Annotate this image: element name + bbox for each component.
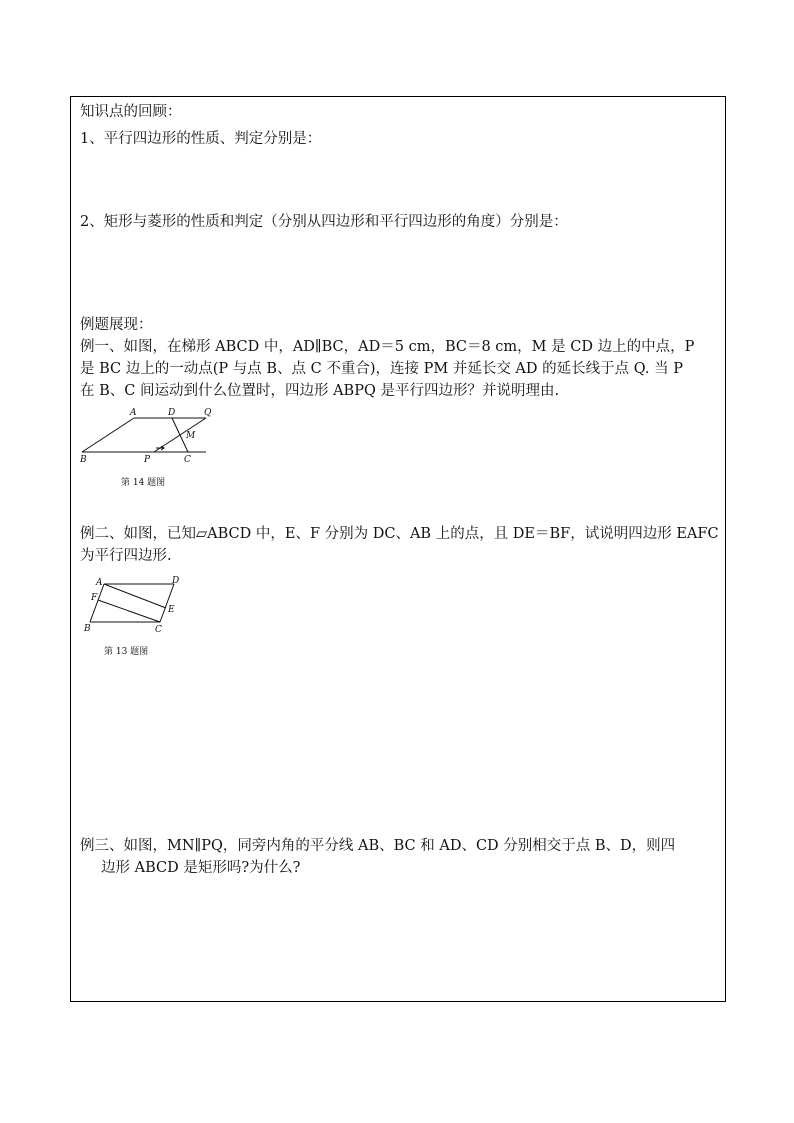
example-2-figure [80, 574, 192, 636]
label-c: C [184, 455, 191, 465]
example-3-line-1: 例三、如图，MN∥PQ，同旁内角的平分线 AB、BC 和 AD、CD 分别相交于点 B、D，则四 [80, 838, 676, 854]
example-1-line-2: 是 BC 边上的一动点(P 与点 B、点 C 不重合)，连接 PM 并延长交 AD 的延长线于点 Q. 当 P [80, 361, 683, 377]
examples-heading: 例题展现： [80, 317, 153, 333]
segment-ab [90, 584, 104, 622]
review-heading: 知识点的回顾： [80, 104, 182, 120]
example-3-line-2: 边形 ABCD 是矩形吗?为什么? [101, 860, 301, 876]
label-f: F [91, 593, 98, 603]
label-q: Q [204, 408, 212, 418]
label-d: D [168, 408, 176, 418]
example-1-line-3: 在 B、C 间运动到什么位置时，四边形 ABPQ 是平行四边形？并说明理由. [80, 383, 560, 399]
label-d: D [172, 576, 180, 586]
segment-dc [160, 584, 174, 622]
label-a: A [96, 578, 103, 588]
example-1-caption: 第 14 题图 [121, 478, 166, 488]
segment-fc [98, 600, 160, 622]
example-2-caption: 第 13 题图 [104, 647, 149, 657]
example-1-line-1: 例一、如图，在梯形 ABCD 中，AD∥BC，AD＝5 cm，BC＝8 cm，M 是 CD 边上的中点，P [80, 339, 695, 355]
example-1-figure [78, 406, 228, 468]
example-2-line-1: 例二、如图，已知▱ABCD 中，E、F 分别为 DC、AB 上的点，且 DE＝BF，试说明四边形 EAFC [80, 526, 719, 542]
label-b: B [80, 455, 87, 465]
label-m: M [186, 431, 196, 441]
label-a: A [130, 408, 137, 418]
label-b: B [84, 624, 91, 634]
example-2-line-2: 为平行四边形. [80, 548, 172, 564]
label-c: C [155, 625, 162, 635]
label-p: P [144, 455, 151, 465]
label-e: E [168, 605, 175, 615]
review-item-1: 1、平行四边形的性质、判定分别是： [80, 131, 322, 147]
segment-ab [82, 418, 134, 452]
segment-ae [104, 584, 166, 608]
review-item-2: 2、矩形与菱形的性质和判定（分别从四边形和平行四边形的角度）分别是： [80, 214, 568, 230]
